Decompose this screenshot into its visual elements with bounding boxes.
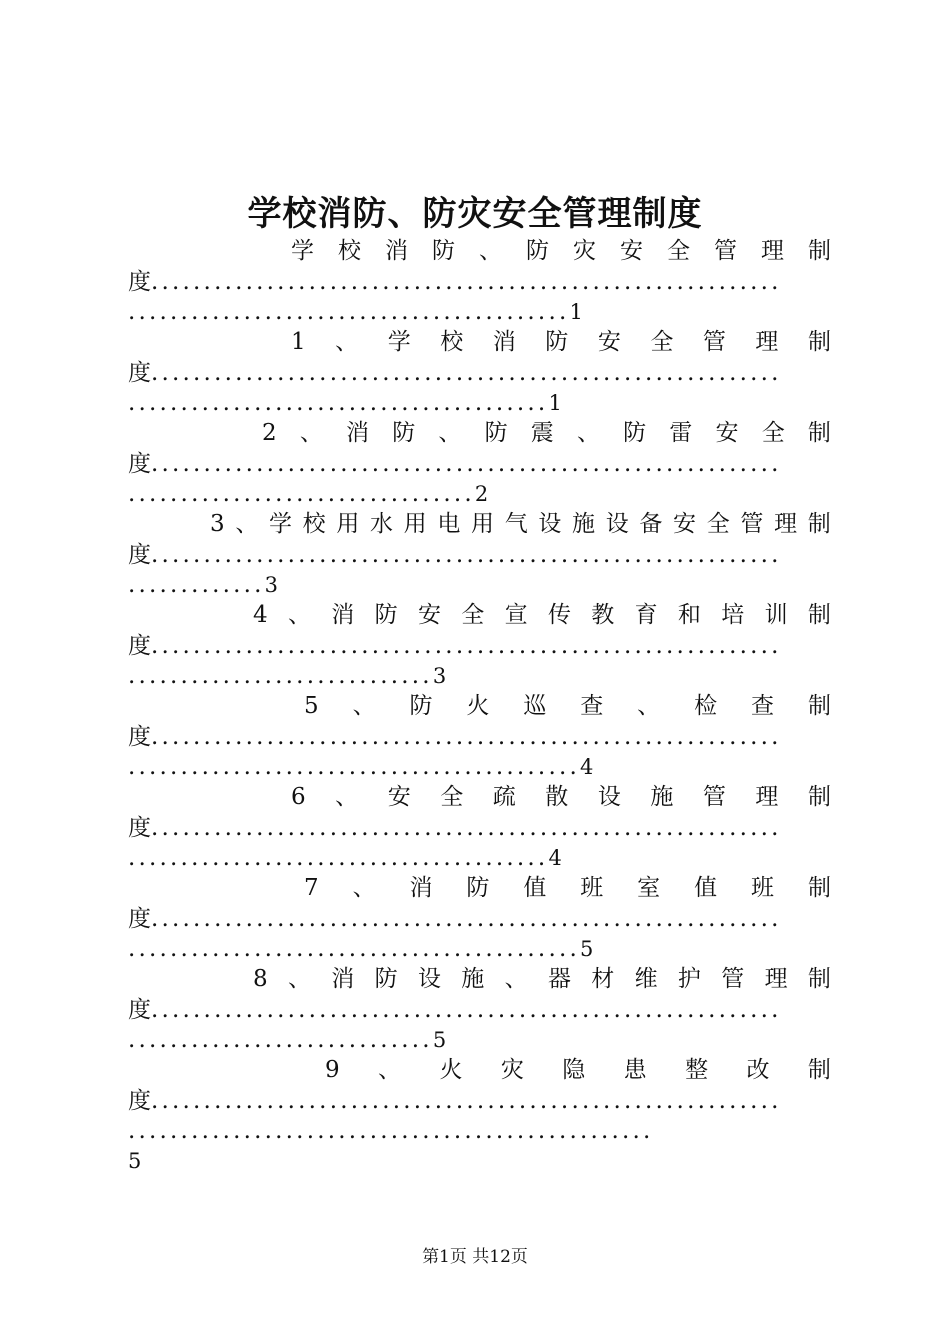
toc-entry-leader [128,722,831,752]
toc-page-number: 3 [432,664,447,688]
toc-heading-char: 火 [439,1057,463,1083]
toc-page-number: 1 [569,300,583,324]
toc-entry-page-line [128,1025,831,1055]
dot-leader: ............................................................ [151,997,782,1023]
toc-entry[interactable] [128,509,831,600]
toc-heading-char: 制 [807,784,831,810]
toc-heading-char: 宣 [504,602,528,628]
toc-heading-char: 安 [597,329,621,355]
toc-heading-char: 理 [774,511,798,537]
toc-entry-leader [128,813,831,843]
toc-entry-heading [128,873,831,904]
toc-heading-char: 学 [291,238,314,264]
toc-entry[interactable] [128,418,831,509]
toc-heading-char: 3 [210,511,225,537]
toc-heading-char: 安 [715,420,739,446]
toc-heading-char: 防 [374,602,398,628]
toc-heading-char: 制 [807,1057,831,1083]
toc-entry-leader [128,540,831,570]
toc-entry-heading [128,964,831,995]
toc-heading-char: 理 [761,238,784,264]
toc-entry-page-line [128,479,831,509]
toc-entry-heading [128,691,831,722]
toc-entry[interactable] [128,327,831,418]
toc-heading-char: 防 [374,966,398,992]
toc-heading-char: 、 [299,420,323,446]
toc-entry-page-line [128,1116,831,1146]
toc-heading-char: 消 [492,329,516,355]
toc-heading-tail: 度 [128,724,151,750]
dot-leader: .......................................... [128,299,570,325]
toc-heading-char: 全 [440,784,464,810]
toc-page-number: 4 [548,846,562,870]
toc-heading-char: 值 [694,875,718,901]
toc-entry[interactable] [128,964,831,1055]
page-footer: 第1页 共12页 [422,1247,528,1267]
toc-heading-char: 7 [304,875,319,901]
toc-heading-char: 教 [591,602,615,628]
toc-heading-char: 校 [440,329,464,355]
toc-heading-char: 学 [387,329,411,355]
toc-heading-char: 全 [667,238,690,264]
toc-heading-char: 、 [438,420,462,446]
toc-heading-char: 施 [461,966,485,992]
toc-entry-heading [128,782,831,813]
toc-heading-char: 防 [623,420,647,446]
toc-heading-char: 隐 [562,1057,586,1083]
toc-heading-char: 检 [694,693,718,719]
toc-heading-char: 材 [591,966,615,992]
toc-heading-char: 制 [807,511,831,537]
dot-leader: ........................................ [128,845,549,871]
toc-entry[interactable] [128,600,831,691]
toc-heading-char: 查 [751,693,775,719]
toc-heading-char: 、 [479,238,502,264]
toc-entry-page-line [128,388,831,418]
toc-entry-heading [128,509,831,540]
toc-heading-tail: 度 [128,269,151,295]
toc-heading-char: 、 [235,511,259,537]
dot-leader: ............................................................ [151,269,782,295]
toc-entry-page-line [128,661,831,691]
toc-entry[interactable] [128,1055,831,1176]
toc-entry[interactable] [128,691,831,782]
dot-leader: ............. [128,572,265,598]
toc-heading-char: 校 [338,238,361,264]
toc-heading-char: 防 [409,693,433,719]
toc-heading-char: 查 [580,693,604,719]
toc-entry-leader [128,449,831,479]
toc-entry-page-line [128,752,831,782]
dot-leader: ........................................... [128,754,580,780]
toc-heading-char: 施 [572,511,596,537]
toc-heading-char: 制 [807,602,831,628]
toc-heading-char: 防 [432,238,455,264]
toc-page-number: 4 [579,755,594,779]
toc-heading-char: 5 [304,693,319,719]
toc-entry-leader [128,904,831,934]
toc-heading-char: 制 [807,693,831,719]
toc-heading-char: 全 [461,602,485,628]
dot-leader: ............................................................ [151,724,782,750]
toc-entry-page-line [128,934,831,964]
toc-heading-tail: 度 [128,1088,151,1114]
toc-entry-leader [128,995,831,1025]
toc-heading-char: 消 [346,420,370,446]
dot-leader: ............................................................ [151,815,782,841]
dot-leader: ............................. [128,663,433,689]
toc-heading-char: 水 [370,511,393,537]
toc-heading-char: 、 [378,1057,402,1083]
toc-heading-char: 火 [466,693,490,719]
toc-entry-page-line [128,570,831,600]
toc-heading-char: 震 [530,420,554,446]
toc-page-number: 3 [264,573,279,597]
toc-heading-char: 校 [302,511,326,537]
toc-heading-char: 安 [673,511,697,537]
dot-leader: ............................................................ [151,633,782,659]
toc-page-number: 1 [548,391,562,415]
toc-heading-char: 4 [253,602,268,628]
toc-heading-char: 防 [392,420,416,446]
toc-heading-char: 消 [331,602,355,628]
toc-heading-char: 安 [387,784,411,810]
toc-heading-char: 巡 [523,693,547,719]
toc-heading-tail: 度 [128,633,151,659]
toc-heading-char: 全 [706,511,730,537]
toc-heading-char: 班 [751,875,775,901]
dot-leader: ............................................................ [151,360,782,386]
toc-entry-leader [128,267,831,297]
toc-heading-char: 电 [437,511,461,537]
toc-heading-char: 整 [685,1057,709,1083]
toc-entry-leader [128,358,831,388]
toc-heading-char: 全 [650,329,674,355]
toc-heading-char: 训 [764,602,788,628]
toc-heading-char: 全 [761,420,785,446]
toc-entry-heading [128,327,831,358]
toc-page-number: 2 [474,482,489,506]
toc-page-number: 5 [432,1028,447,1052]
toc-entry-heading [128,1055,831,1086]
toc-heading-tail: 度 [128,997,151,1023]
toc-heading-char: 制 [808,238,831,264]
document-title: 学校消防、防灾安全管理制度 [247,194,703,234]
dot-leader: ............................. [128,1027,433,1053]
toc-entry[interactable] [128,236,831,327]
toc-heading-char: 设 [605,511,629,537]
toc-heading-char: 灾 [573,238,596,264]
toc-heading-char: 设 [538,511,562,537]
dot-leader: ............................................................ [151,542,782,568]
toc-heading-tail: 度 [128,360,151,386]
toc-page-number: 5 [579,937,594,961]
dot-leader: ............................................................ [151,1088,782,1114]
toc-heading-char: 2 [262,420,277,446]
toc-heading-char: 气 [504,511,528,537]
toc-heading-char: 、 [335,329,359,355]
toc-heading-char: 管 [740,511,764,537]
toc-heading-char: 、 [335,784,359,810]
toc-heading-char: 管 [714,238,737,264]
dot-leader: ................................. [128,481,475,507]
toc-heading-char: 管 [702,784,726,810]
toc-heading-char: 用 [336,511,360,537]
toc-heading-char: 理 [755,784,779,810]
toc-heading-char: 室 [637,875,661,901]
toc-heading-tail: 度 [128,906,151,932]
toc-heading-char: 9 [325,1057,340,1083]
toc-heading-char: 管 [721,966,745,992]
toc-heading-char: 防 [484,420,508,446]
toc-heading-char: 消 [409,875,433,901]
toc-heading-char: 用 [471,511,495,537]
toc-page-number: 5 [128,1149,142,1173]
toc-heading-char: 、 [287,966,311,992]
dot-leader: .................................................. [128,1118,654,1144]
toc-entry-heading [128,236,831,267]
toc-heading-char: 6 [291,784,306,810]
toc-entry[interactable] [128,782,831,873]
toc-heading-char: 安 [417,602,441,628]
toc-heading-char: 维 [634,966,658,992]
toc-heading-char: 器 [547,966,571,992]
dot-leader: ........................................ [128,390,549,416]
toc-heading-char: 制 [807,329,831,355]
toc-heading-char: 消 [331,966,355,992]
toc-heading-char: 设 [417,966,441,992]
toc-entry-heading [128,600,831,631]
toc-heading-char: 理 [755,329,779,355]
toc-heading-char: 施 [650,784,674,810]
toc-heading-char: 改 [746,1057,770,1083]
toc-heading-char: 8 [253,966,268,992]
toc-heading-char: 灾 [500,1057,524,1083]
toc-heading-tail: 度 [128,542,151,568]
toc-entry-page-line [128,843,831,873]
toc-heading-char: 患 [623,1057,647,1083]
toc-heading-tail: 度 [128,451,151,477]
dot-leader: ............................................................ [151,906,782,932]
toc-heading-char: 、 [287,602,311,628]
toc-entry-page-line [128,1146,831,1176]
toc-heading-char: 、 [576,420,600,446]
toc-heading-char: 、 [504,966,528,992]
toc-heading-char: 防 [526,238,549,264]
toc-entry[interactable] [128,873,831,964]
toc-heading-char: 防 [466,875,490,901]
toc-entry-page-line [128,297,831,327]
toc-heading-char: 雷 [669,420,693,446]
toc-heading-char: 理 [764,966,788,992]
toc-heading-char: 培 [721,602,745,628]
toc-heading-char: 1 [291,329,306,355]
toc-heading-char: 、 [352,875,376,901]
table-of-contents [128,236,831,1176]
dot-leader: ........................................... [128,936,580,962]
toc-heading-char: 和 [677,602,701,628]
toc-heading-char: 制 [807,966,831,992]
dot-leader: ............................................................ [151,451,782,477]
toc-heading-tail: 度 [128,815,151,841]
toc-heading-char: 制 [807,875,831,901]
toc-heading-char: 散 [545,784,569,810]
toc-heading-char: 管 [702,329,726,355]
toc-heading-char: 安 [620,238,643,264]
toc-heading-char: 消 [385,238,408,264]
toc-heading-char: 、 [637,693,661,719]
toc-heading-char: 设 [597,784,621,810]
toc-heading-char: 用 [403,511,427,537]
toc-heading-char: 防 [545,329,569,355]
toc-heading-char: 值 [523,875,547,901]
toc-heading-char: 学 [268,511,292,537]
toc-heading-char: 、 [352,693,376,719]
toc-heading-char: 护 [677,966,701,992]
toc-heading-char: 传 [547,602,571,628]
toc-entry-leader [128,631,831,661]
toc-heading-char: 班 [580,875,604,901]
toc-heading-char: 备 [639,511,663,537]
toc-heading-char: 制 [807,420,831,446]
toc-entry-heading [128,418,831,449]
toc-heading-char: 疏 [492,784,516,810]
toc-heading-char: 育 [634,602,658,628]
toc-entry-leader [128,1086,831,1116]
